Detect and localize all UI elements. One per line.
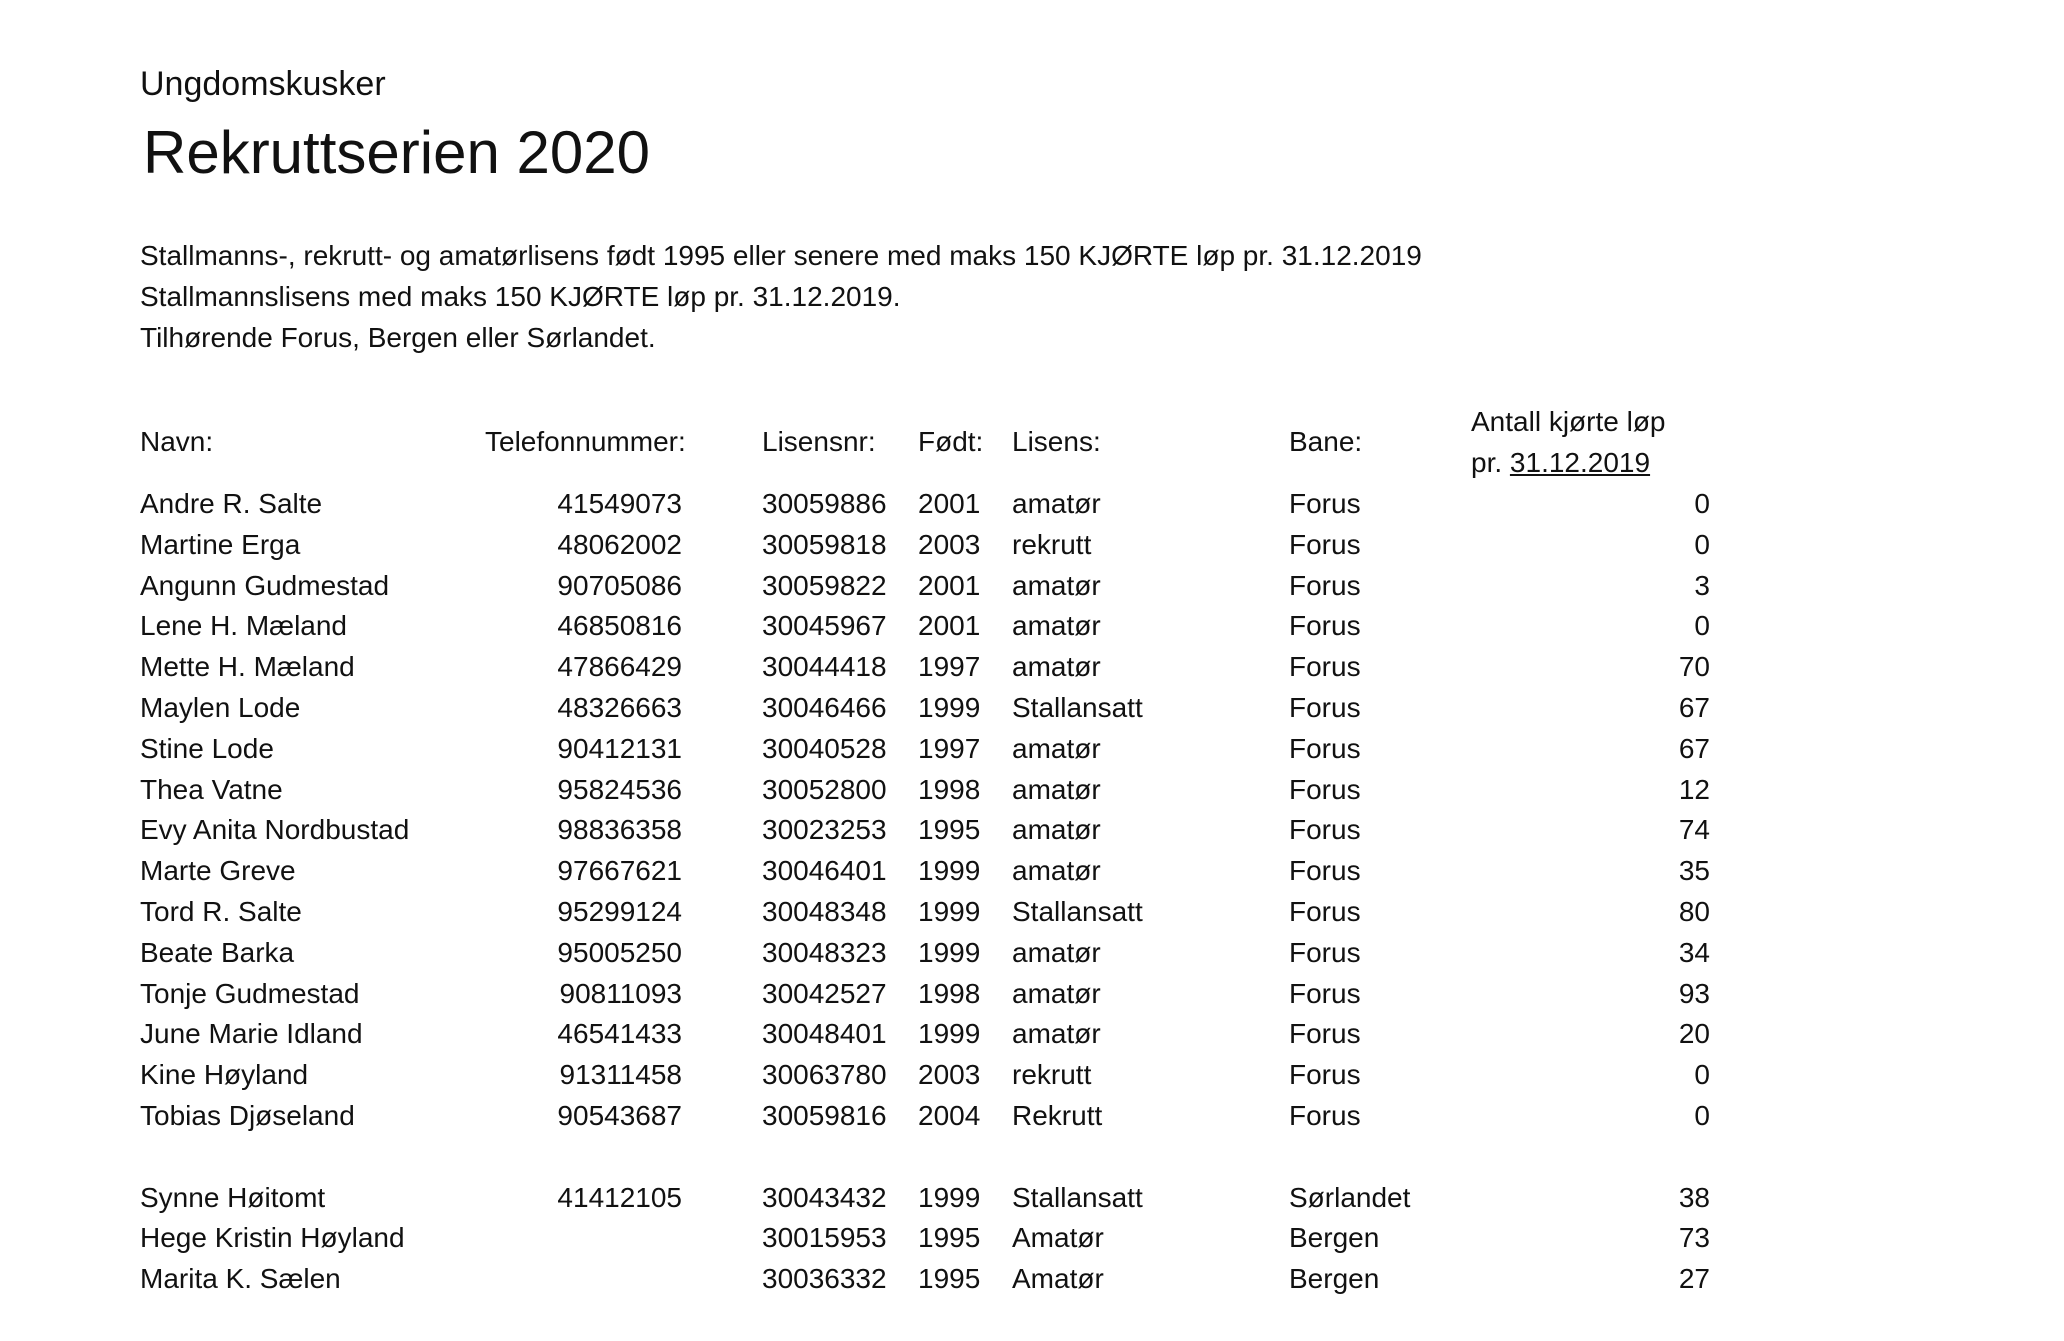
document-title: Rekruttserien 2020 <box>143 119 650 186</box>
cell-license-number: 30046401 <box>762 855 887 886</box>
cell-name: Synne Høitomt <box>140 1182 326 1213</box>
cell-phone: 95824536 <box>557 774 682 805</box>
cell-name: Marte Greve <box>140 855 296 886</box>
cell-phone: 46541433 <box>557 1018 682 1049</box>
table-row <box>0 1016 2064 1052</box>
cell-count: 27 <box>1678 1263 1710 1294</box>
header-count-line-1: Antall kjørte løp <box>1471 406 1666 437</box>
cell-license: Rekrutt <box>1012 1100 1103 1131</box>
cell-count: 20 <box>1678 1018 1710 1049</box>
cell-count: 12 <box>1678 774 1710 805</box>
cell-born: 2003 <box>918 1059 981 1090</box>
cell-name: Mette H. Mæland <box>140 651 355 682</box>
cell-track: Forus <box>1289 570 1361 601</box>
cell-track: Bergen <box>1289 1222 1380 1253</box>
cell-name: Tonje Gudmestad <box>140 978 360 1009</box>
cell-license-number: 30048348 <box>762 896 887 927</box>
cell-count: 73 <box>1678 1222 1710 1253</box>
cell-born: 1995 <box>918 1263 981 1294</box>
table-row <box>0 608 2064 644</box>
cell-count: 35 <box>1678 855 1710 886</box>
cell-born: 2001 <box>918 570 981 601</box>
table-row <box>0 486 2064 522</box>
eligibility-rule: Stallmanns-, rekrutt- og amatørlisens født 1995 eller senere med maks 150 KJØRTE løp pr. 31.12.2019 <box>140 240 1422 271</box>
cell-track: Forus <box>1289 529 1361 560</box>
header-name: Navn: <box>140 426 214 457</box>
cell-track: Bergen <box>1289 1263 1380 1294</box>
cell-count: 0 <box>1694 529 1710 560</box>
table-row <box>0 812 2064 848</box>
cell-born: 1998 <box>918 774 981 805</box>
cell-license-number: 30036332 <box>762 1263 887 1294</box>
cell-license-number: 30059886 <box>762 488 887 519</box>
cell-phone: 90705086 <box>557 570 682 601</box>
cell-name: Tord R. Salte <box>140 896 302 927</box>
cell-license: Stallansatt <box>1012 692 1143 723</box>
cell-born: 1999 <box>918 1018 981 1049</box>
table-row <box>0 894 2064 930</box>
table-row <box>0 853 2064 889</box>
cell-track: Forus <box>1289 1059 1361 1090</box>
cell-track: Forus <box>1289 1018 1361 1049</box>
cell-count: 67 <box>1678 692 1710 723</box>
cell-born: 1999 <box>918 1182 981 1213</box>
table-row <box>0 935 2064 971</box>
cell-track: Forus <box>1289 651 1361 682</box>
cell-born: 1999 <box>918 855 981 886</box>
cell-license-number: 30040528 <box>762 733 887 764</box>
cell-track: Forus <box>1289 733 1361 764</box>
cell-name: Lene H. Mæland <box>140 610 348 641</box>
table-row <box>0 690 2064 726</box>
cell-license: amatør <box>1012 1018 1101 1049</box>
cell-license: amatør <box>1012 937 1101 968</box>
cell-count: 93 <box>1678 978 1710 1009</box>
table-row <box>0 976 2064 1012</box>
cell-name: Marita K. Sælen <box>140 1263 341 1294</box>
header-phone: Telefonnummer: <box>485 426 686 457</box>
header-track: Bane: <box>1289 426 1363 457</box>
table-row <box>0 1057 2064 1093</box>
cell-track: Forus <box>1289 814 1361 845</box>
cell-license: amatør <box>1012 570 1101 601</box>
cell-license-number: 30023253 <box>762 814 887 845</box>
cell-phone: 48326663 <box>557 692 682 723</box>
table-row <box>0 649 2064 685</box>
cell-born: 1999 <box>918 937 981 968</box>
cell-license: amatør <box>1012 733 1101 764</box>
cell-license: amatør <box>1012 610 1101 641</box>
cell-license: Stallansatt <box>1012 1182 1143 1213</box>
cell-count: 0 <box>1694 1059 1710 1090</box>
cell-license-number: 30045967 <box>762 610 887 641</box>
header-count-line-2 <box>1471 445 1650 481</box>
cell-license: amatør <box>1012 814 1101 845</box>
eligibility-rule: Stallmannslisens med maks 150 KJØRTE løp pr. 31.12.2019. <box>140 281 901 312</box>
cell-count: 0 <box>1694 488 1710 519</box>
cell-count: 74 <box>1678 814 1710 845</box>
cell-license-number: 30046466 <box>762 692 887 723</box>
cell-track: Forus <box>1289 610 1361 641</box>
table-row <box>0 1180 2064 1216</box>
cell-name: June Marie Idland <box>140 1018 363 1049</box>
cell-track: Forus <box>1289 937 1361 968</box>
cell-count: 34 <box>1678 937 1710 968</box>
cell-name: Beate Barka <box>140 937 295 968</box>
cell-phone: 91311458 <box>559 1059 682 1090</box>
cell-count: 0 <box>1694 1100 1710 1131</box>
cell-name: Maylen Lode <box>140 692 301 723</box>
cell-license: amatør <box>1012 855 1101 886</box>
header-count-prefix: pr. <box>1471 447 1510 478</box>
cell-license: amatør <box>1012 651 1101 682</box>
cell-born: 1998 <box>918 978 981 1009</box>
cell-license-number: 30042527 <box>762 978 887 1009</box>
cell-born: 2004 <box>918 1100 981 1131</box>
cell-name: Evy Anita Nordbustad <box>140 814 410 845</box>
table-row <box>0 527 2064 563</box>
cell-name: Stine Lode <box>140 733 274 764</box>
cell-born: 2003 <box>918 529 981 560</box>
cell-license-number: 30063780 <box>762 1059 887 1090</box>
eligibility-rule: Tilhørende Forus, Bergen eller Sørlandet. <box>140 322 656 353</box>
cell-name: Thea Vatne <box>140 774 283 805</box>
cell-license-number: 30052800 <box>762 774 887 805</box>
cell-born: 1999 <box>918 692 981 723</box>
cell-track: Forus <box>1289 978 1361 1009</box>
cell-license-number: 30048323 <box>762 937 887 968</box>
cell-track: Forus <box>1289 774 1361 805</box>
cell-phone: 90811093 <box>559 978 682 1009</box>
cell-born: 1999 <box>918 896 981 927</box>
cell-phone: 41412105 <box>557 1182 682 1213</box>
cell-license-number: 30048401 <box>762 1018 887 1049</box>
cell-license-number: 30043432 <box>762 1182 887 1213</box>
cell-count: 80 <box>1678 896 1710 927</box>
cell-born: 2001 <box>918 610 981 641</box>
cell-count: 70 <box>1678 651 1710 682</box>
cell-name: Hege Kristin Høyland <box>140 1222 405 1253</box>
cell-phone: 41549073 <box>557 488 682 519</box>
cell-phone: 90543687 <box>557 1100 682 1131</box>
table-row <box>0 731 2064 767</box>
cell-license-number: 30059816 <box>762 1100 887 1131</box>
cell-license: Amatør <box>1012 1222 1104 1253</box>
document-subtitle: Ungdomskusker <box>140 65 386 103</box>
cell-name: Tobias Djøseland <box>140 1100 355 1131</box>
table-row <box>0 1261 2064 1297</box>
cell-name: Martine Erga <box>140 529 301 560</box>
cell-phone: 48062002 <box>557 529 682 560</box>
cell-count: 67 <box>1678 733 1710 764</box>
cell-track: Forus <box>1289 692 1361 723</box>
cell-born: 2001 <box>918 488 981 519</box>
cell-phone: 47866429 <box>557 651 682 682</box>
header-license: Lisens: <box>1012 426 1101 457</box>
cell-phone: 95299124 <box>557 896 682 927</box>
header-born: Født: <box>918 426 984 457</box>
cell-track: Sørlandet <box>1289 1182 1411 1213</box>
cell-count: 38 <box>1678 1182 1710 1213</box>
header-count-date: 31.12.2019 <box>1509 447 1651 478</box>
cell-track: Forus <box>1289 488 1361 519</box>
cell-license: amatør <box>1012 488 1101 519</box>
cell-track: Forus <box>1289 855 1361 886</box>
cell-born: 1995 <box>918 1222 981 1253</box>
cell-count: 3 <box>1694 570 1710 601</box>
cell-license: rekrutt <box>1012 1059 1092 1090</box>
cell-track: Forus <box>1289 1100 1361 1131</box>
cell-license: Amatør <box>1012 1263 1104 1294</box>
table-row <box>0 1098 2064 1134</box>
cell-license: amatør <box>1012 978 1101 1009</box>
cell-phone: 46850816 <box>557 610 682 641</box>
cell-license-number: 30044418 <box>762 651 887 682</box>
cell-born: 1997 <box>918 733 981 764</box>
cell-born: 1995 <box>918 814 981 845</box>
cell-name: Angunn Gudmestad <box>140 570 390 601</box>
cell-license-number: 30059818 <box>762 529 887 560</box>
cell-license-number: 30059822 <box>762 570 887 601</box>
cell-name: Andre R. Salte <box>140 488 323 519</box>
cell-phone: 95005250 <box>557 937 682 968</box>
cell-license-number: 30015953 <box>762 1222 887 1253</box>
header-license-number: Lisensnr: <box>762 426 876 457</box>
cell-license: rekrutt <box>1012 529 1092 560</box>
table-row <box>0 568 2064 604</box>
cell-phone: 98836358 <box>557 814 682 845</box>
cell-phone: 97667621 <box>557 855 682 886</box>
cell-track: Forus <box>1289 896 1361 927</box>
table-row <box>0 1220 2064 1256</box>
cell-name: Kine Høyland <box>140 1059 309 1090</box>
cell-born: 1997 <box>918 651 981 682</box>
cell-phone: 90412131 <box>557 733 682 764</box>
cell-license: Stallansatt <box>1012 896 1143 927</box>
cell-license: amatør <box>1012 774 1101 805</box>
table-row <box>0 772 2064 808</box>
cell-count: 0 <box>1694 610 1710 641</box>
